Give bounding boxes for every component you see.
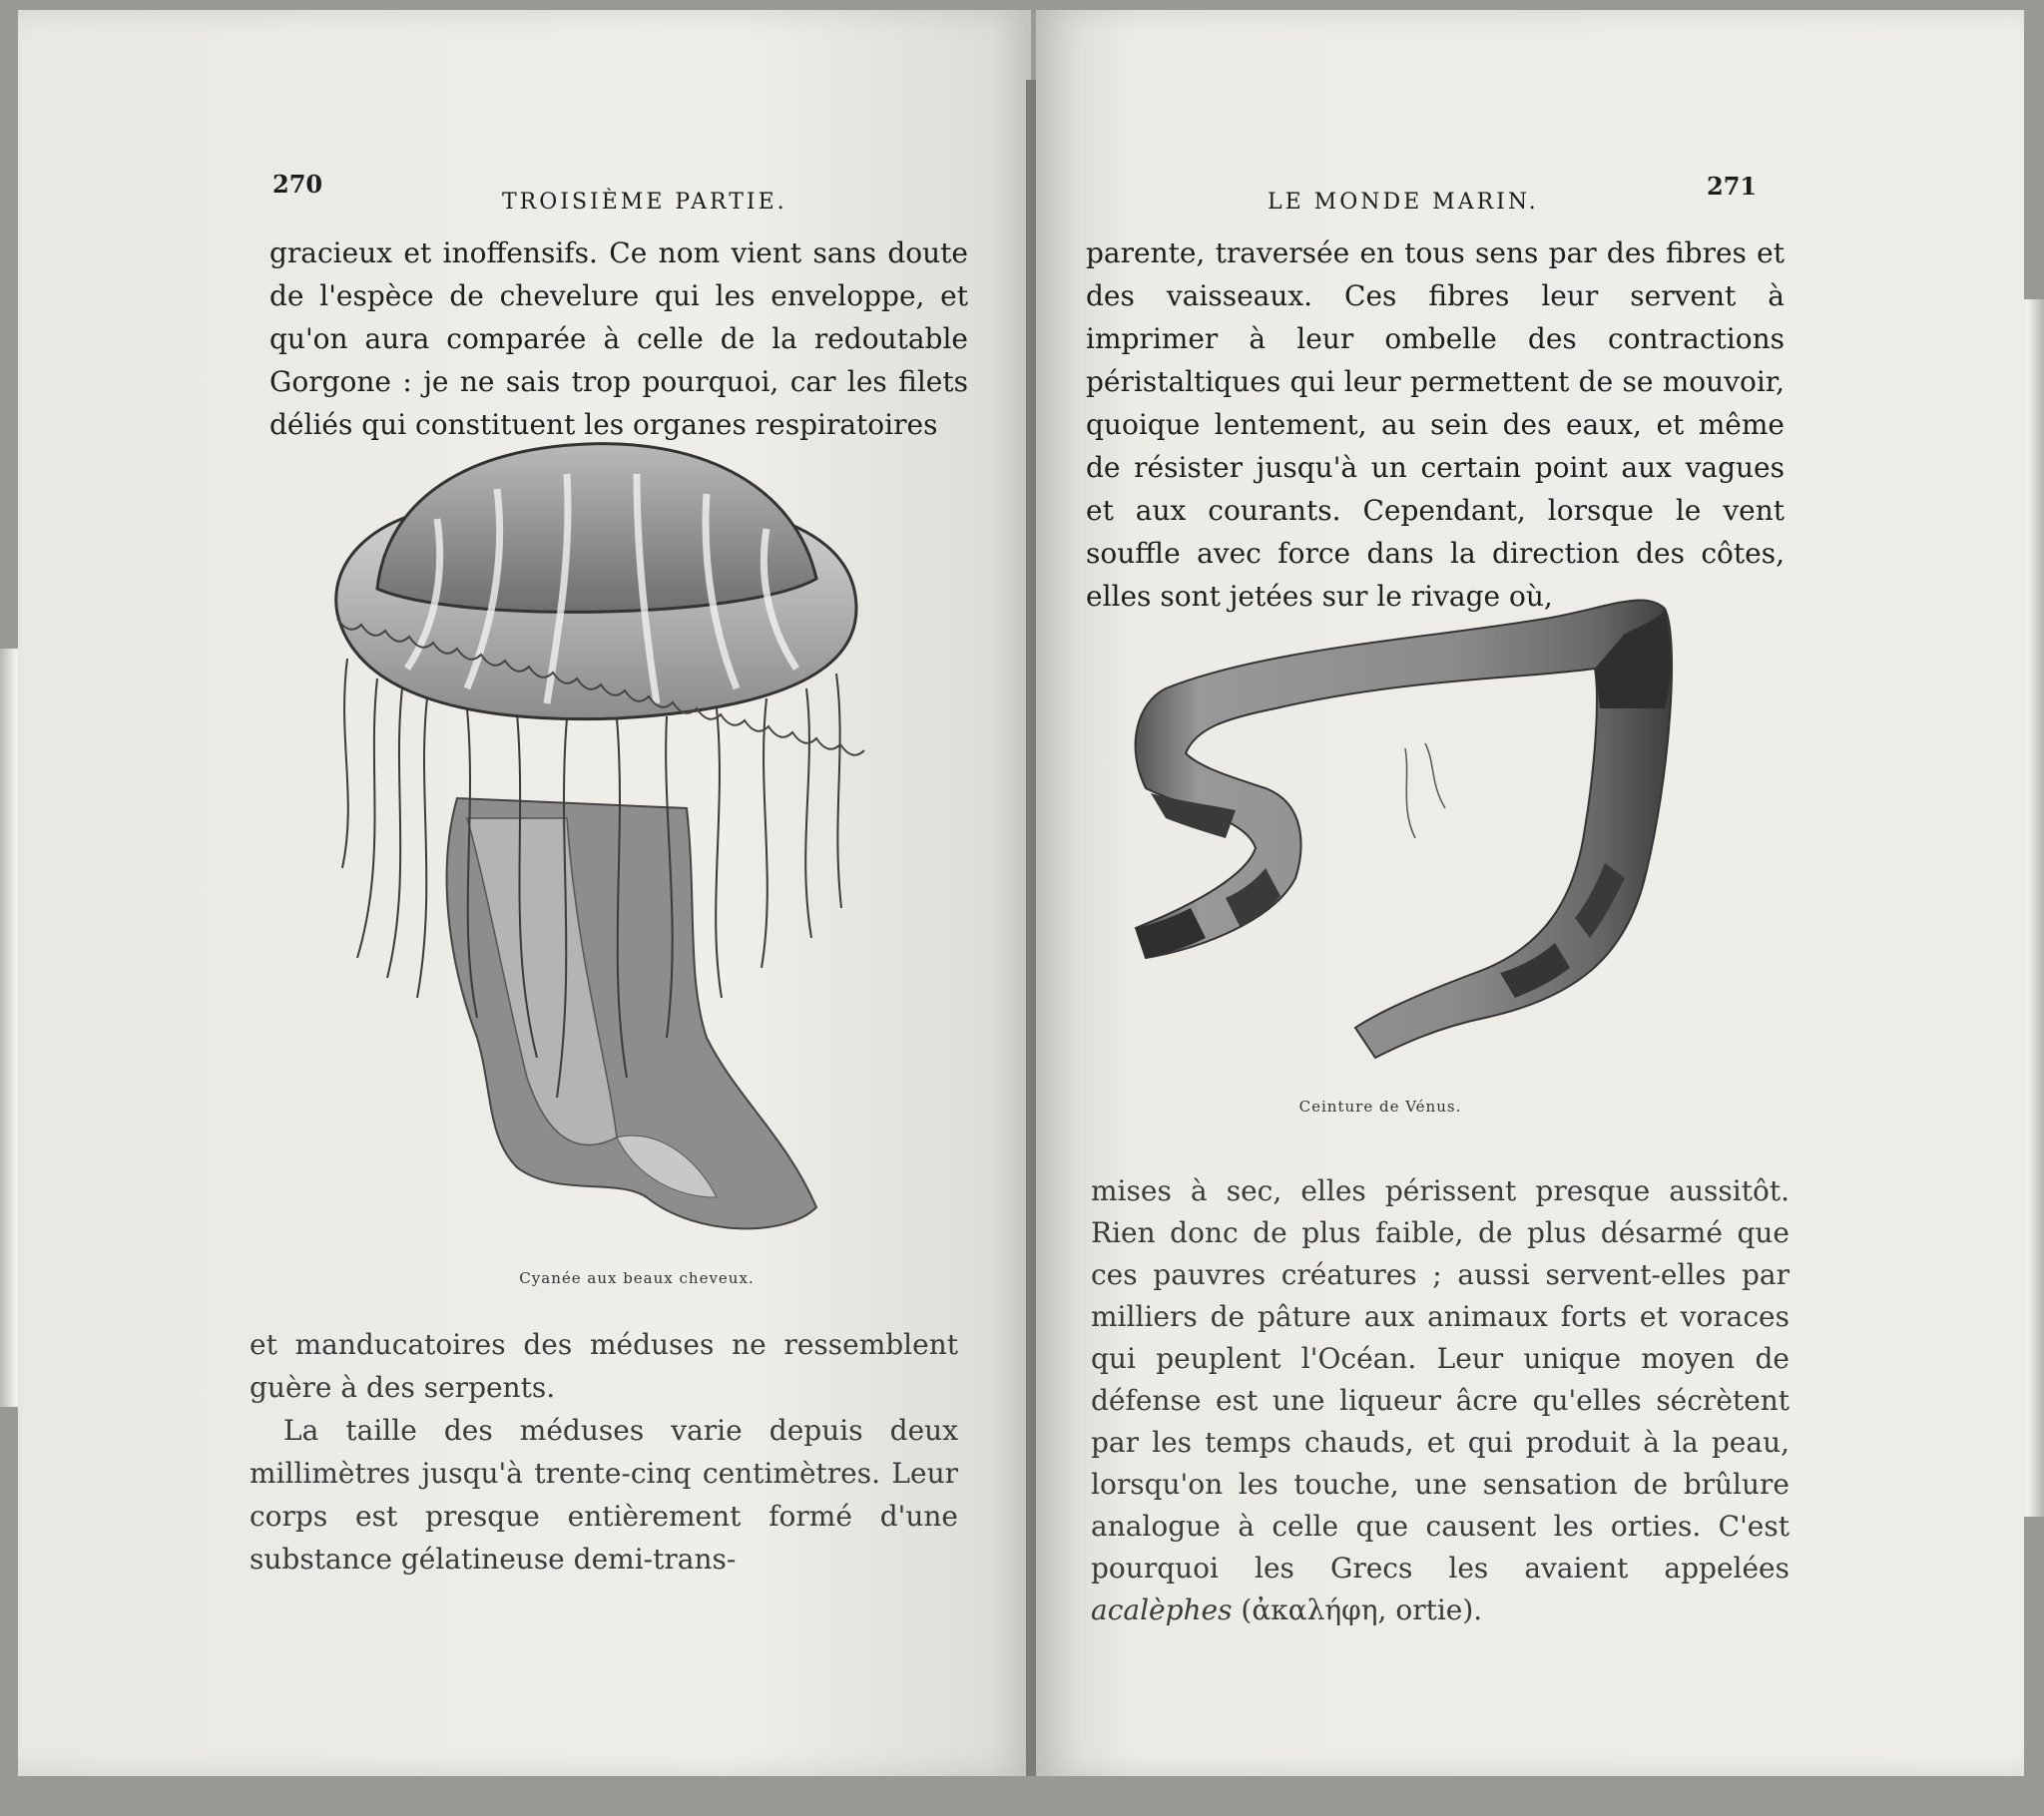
acalephes-word: acalèphes [1091,1593,1233,1626]
page-number-right: 271 [1707,172,1758,201]
running-head-left: TROISIÈME PARTIE. [502,190,787,215]
left-page [18,10,1031,1776]
right-top-paragraph: parente, traversée en tous sens par des fibres et des vaisseaux. Ces fibres leur servent à imprimer à leur ombelle des contractions péristaltiques qui leur permettent de se mouvoir, quoique lentement, au sein des eaux, et même de résister jusqu'à un certain point aux vagues et aux courants. Cependant, lorsque le vent souffle avec force dans la direction des côtes, elles sont jetées sur le rivage où, [1086,236,1785,613]
left-top-paragraph: gracieux et inoffensifs. Ce nom vient sans doute de l'espèce de chevelure qui les enveloppe, et qu'on aura comparée à celle de la redoutable Gorgone : je ne sais trop pourquoi, car les filets déliés qui constituent les organes respiratoires [269,236,968,441]
figure-caption-right: Ceinture de Vénus. [1298,1098,1462,1116]
right-bottom-text: mises à sec, elles périssent presque aussitôt. Rien donc de plus faible, de plus désarmé que ces pauvres créatures ; aussi servent-elles par milliers de pâture aux animaux forts et voraces qui peuplent l'Océan. Leur unique moyen de défense est une liqueur âcre qu'elles sécrètent par les temps chauds, et qui produit à la peau, lorsqu'on les touche, une sensation de brûlure analogue à celle que causent les orties. C'est pourquoi les Grecs les avaient appelées acalèphes (ἀκαλήφη, ortie). [1091,1174,1789,1626]
page-number-left: 270 [272,170,323,199]
left-bottom-text: et manducatoires des méduses ne ressemblent guère à des serpents. La taille des méduses varie depuis deux millimètres jusqu'à trente-cinq centimètres. Leur corps est presque entièrement formé d'une substance gélatineuse demi-trans- [250,1328,958,1576]
venus-girdle-illustration [1106,579,1705,1098]
jellyfish-illustration [317,439,936,1267]
figure-caption-left: Cyanée aux beaux cheveux. [519,1269,755,1287]
running-head-right: LE MONDE MARIN. [1268,190,1539,215]
right-page [1036,10,2024,1776]
